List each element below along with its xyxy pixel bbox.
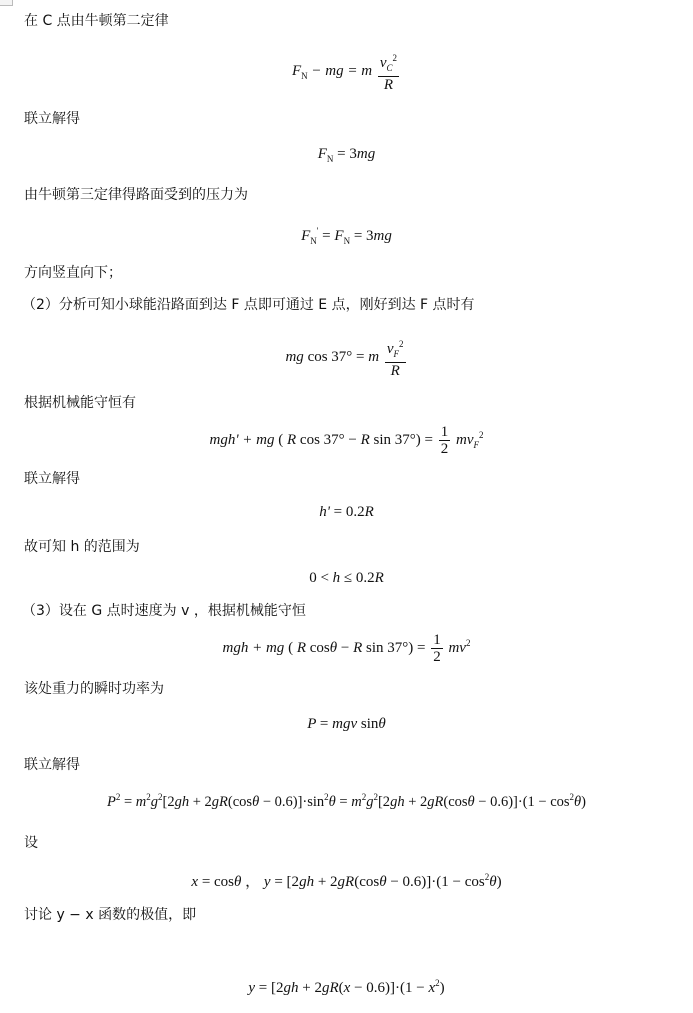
text-line-6: 根据机械能守恒有	[24, 395, 136, 411]
equation-6: h' = 0.2R	[319, 504, 374, 520]
text-line-3: 由牛顿第三定律得路面受到的压力为	[24, 187, 248, 203]
equation-10: $P^2 = m^2g^2[2gh + 2gR(\cos\theta - 0.6)]\cdot\sin^2\theta = m^2g^2[2gh + 2gR(\cos\theta - 0.6)]\cdot(1 - \cos^2\theta)$	[106, 792, 586, 810]
equation-9: P = mgv sinθ	[307, 716, 386, 732]
text-line-13: 讨论 y − x 函数的极值，即	[24, 907, 197, 923]
text-line-12: 设	[24, 835, 38, 851]
equation-2: $F_N = 3mg$	[317, 146, 376, 164]
equation-3: $F_N' = F_N = 3mg$	[301, 226, 392, 246]
text-line-4: 方向竖直向下；	[24, 265, 122, 281]
text-line-8: 故可知 h 的范围为	[24, 539, 140, 555]
text-line-2: 联立解得	[24, 111, 80, 127]
equation-12: $y = [2gh + 2gR(x - 0.6)]\cdot(1 - x^2)$	[248, 978, 445, 996]
text-line-5: （2）分析可知小球能沿路面到达 F 点即可通过 E 点，刚好到达 F 点时有	[22, 297, 475, 313]
text-line-9: （3）设在 G 点时速度为 v ，根据机械能守恒	[22, 603, 306, 619]
equation-5: mgh' + mg ( R cos 37° − R sin 37°) = $\frac{1}{2}$ $mv_F^2$	[209, 424, 484, 457]
equation-8: mgh + mg ( R cosθ − R sin 37°) = $\frac{1}{2}$ $mv^2$	[222, 632, 471, 665]
text-line-10: 该处重力的瞬时功率为	[24, 681, 164, 697]
equation-11: x = cosθ ， $y = [2gh + 2gR(\cos\theta - 0.6)]\cdot(1 - \cos^2\theta)$	[191, 872, 502, 890]
equation-4: mg cos 37° = m $\frac{v_F^2}{R}$	[0, 336, 693, 379]
text-line-7: 联立解得	[24, 471, 80, 487]
text-line-1: 在 C 点由牛顿第二定律	[24, 13, 169, 29]
text-line-11: 联立解得	[24, 757, 80, 773]
corner-mark	[0, 0, 13, 6]
equation-7: 0 < h ≤ 0.2R	[309, 570, 384, 586]
equation-1: $F_N$ − mg = m $\frac{v_C^2}{R}$	[0, 50, 693, 93]
